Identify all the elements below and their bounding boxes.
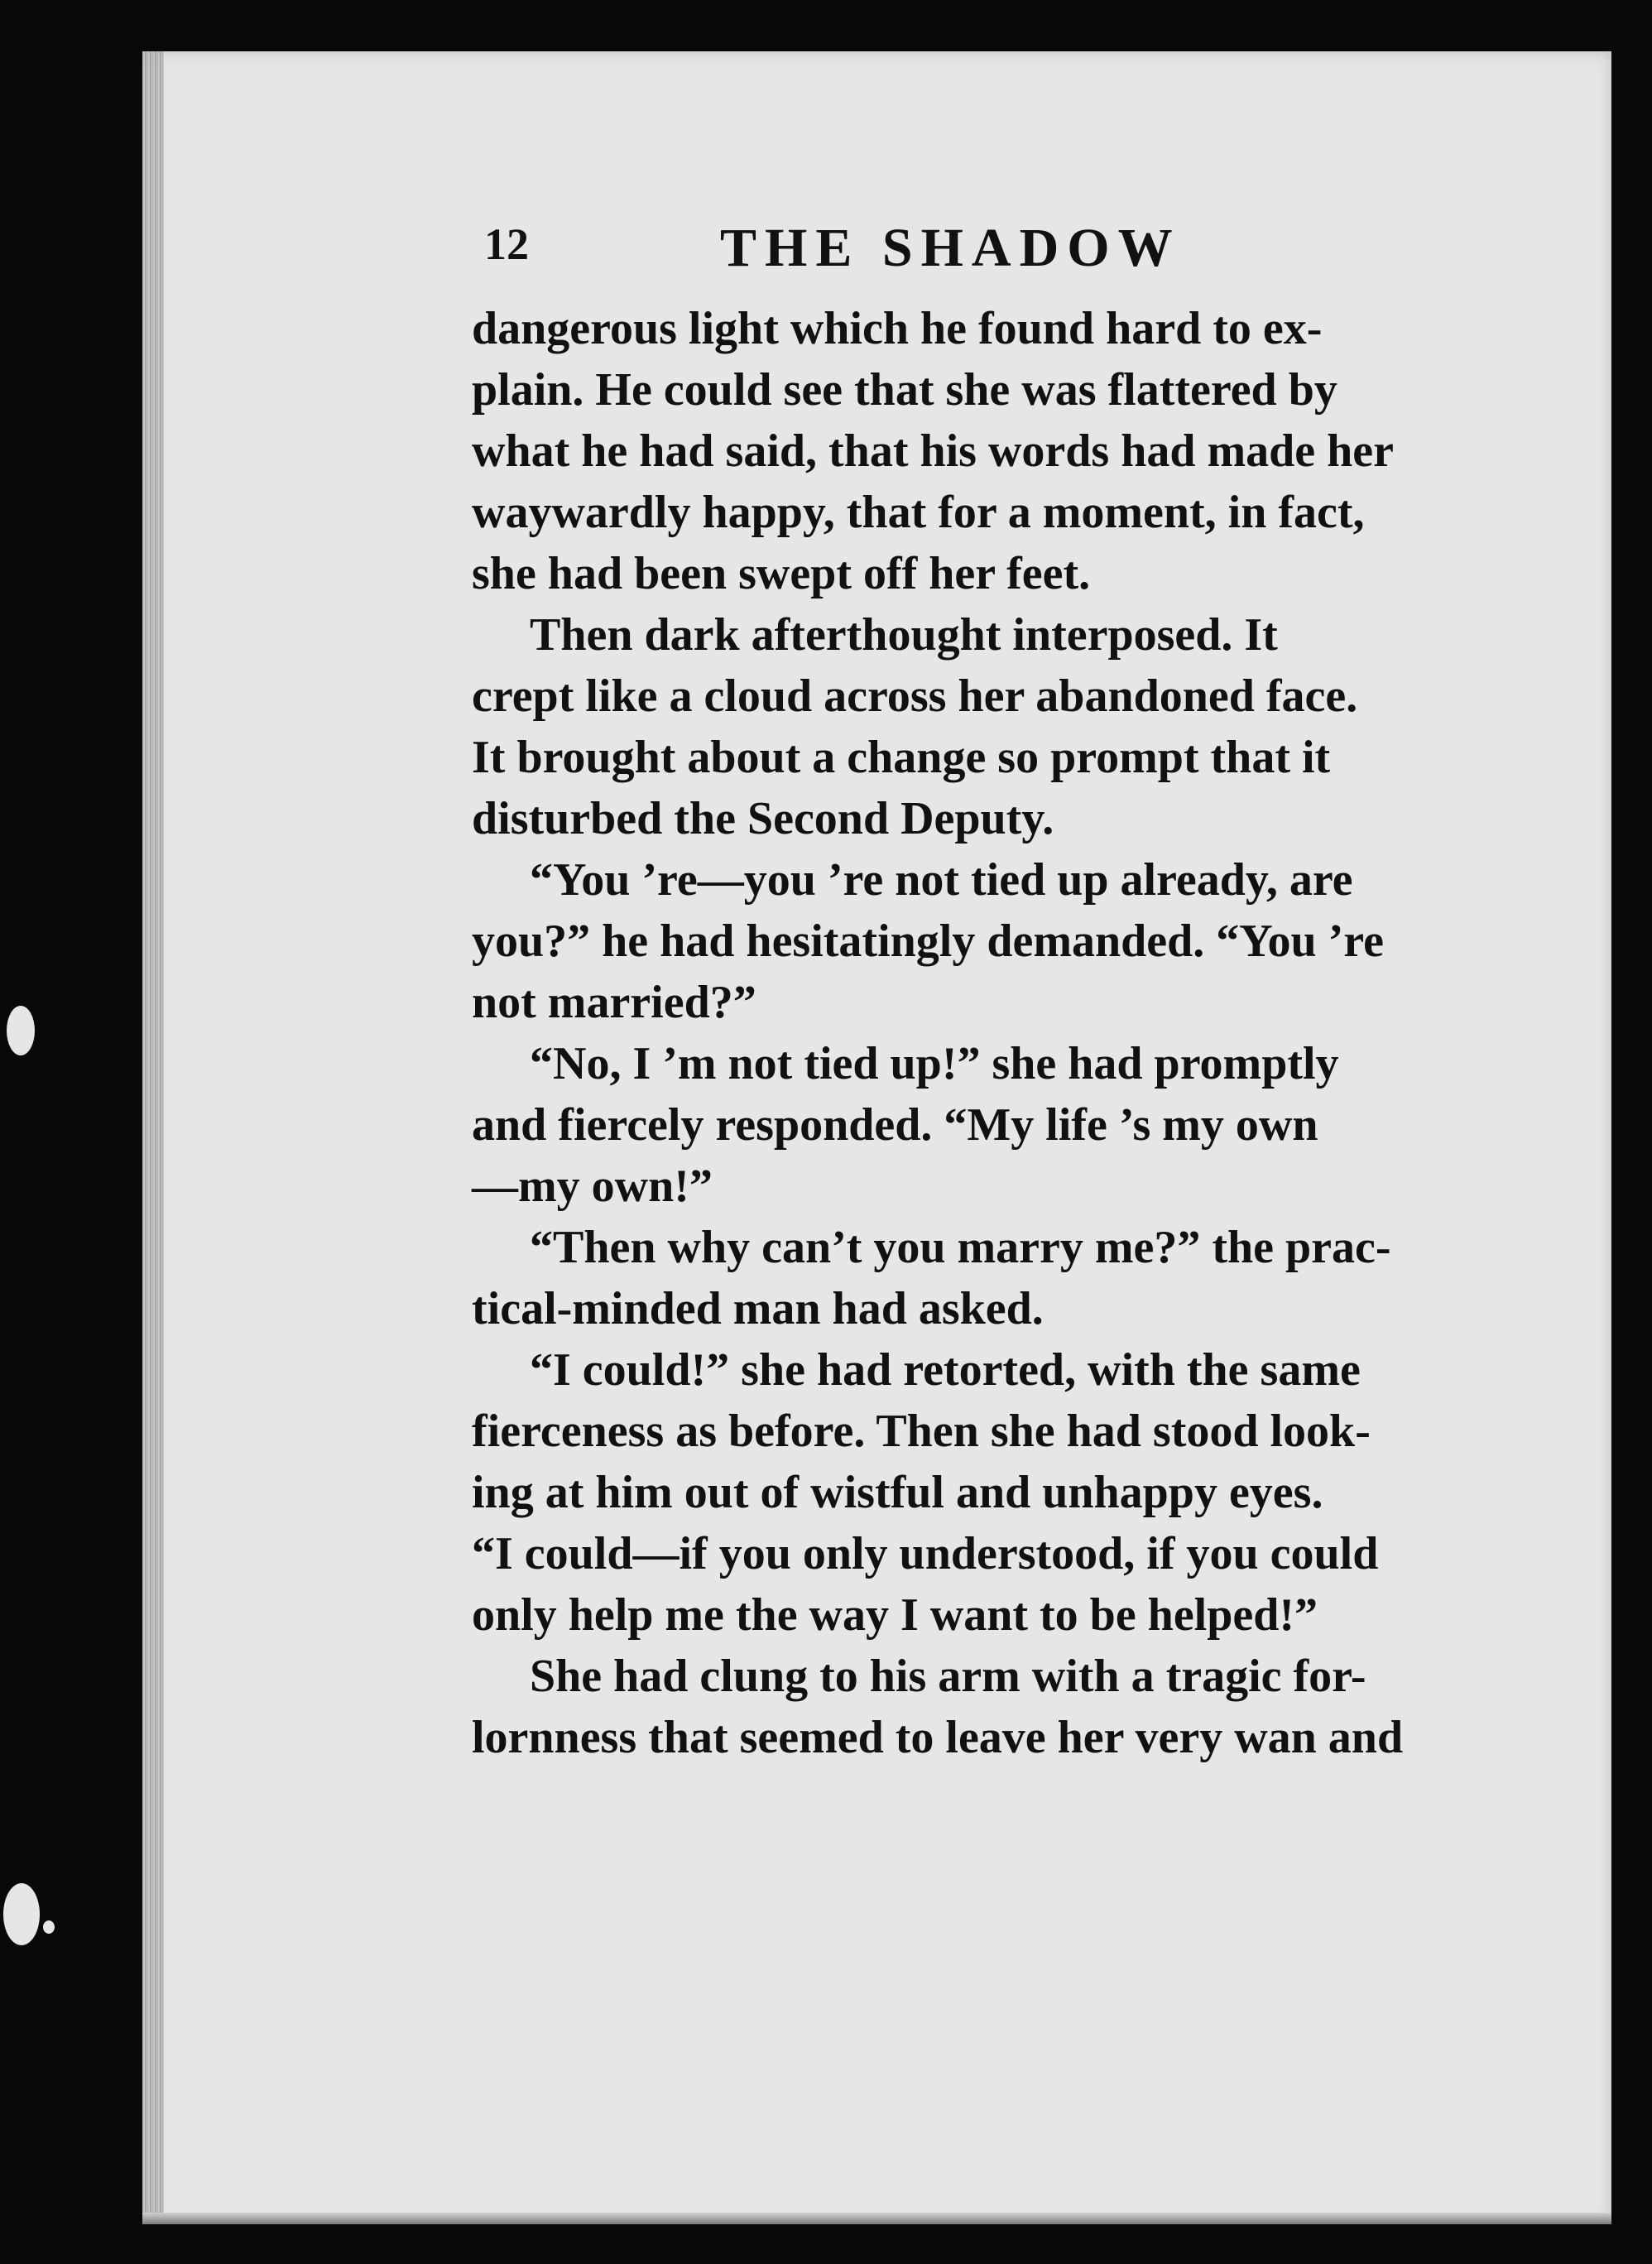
page-bottom-edge: [142, 2213, 1611, 2224]
text-line: you?” he had hesitatingly demanded. “You ’re: [472, 916, 1385, 967]
text-line: tical-minded man had asked.: [472, 1283, 1044, 1334]
text-line: “I could!” she had retorted, with the same: [530, 1344, 1361, 1396]
text-line: not married?”: [472, 977, 756, 1028]
text-line: —my own!”: [472, 1161, 713, 1212]
text-line: crept like a cloud across her abandoned face.: [472, 671, 1358, 722]
text-line: “No, I ’m not tied up!” she had promptly: [530, 1038, 1339, 1089]
body-text: [472, 298, 1448, 1768]
text-line: “I could—if you only understood, if you could: [472, 1528, 1379, 1579]
text-line: ing at him out of wistful and unhappy eyes.: [472, 1467, 1323, 1518]
text-line: plain. He could see that she was flattered by: [472, 364, 1337, 416]
text-line: what he had said, that his words had made her: [472, 425, 1394, 477]
text-line: “You ’re—you ’re not tied up already, are: [530, 854, 1353, 906]
text-line: disturbed the Second Deputy.: [472, 793, 1054, 844]
running-title: THE SHADOW: [720, 218, 1181, 278]
page-edge: [142, 51, 164, 2224]
scan-speck: [7, 1006, 35, 1055]
scan-speck: [3, 1883, 40, 1945]
text-line: and fiercely responded. “My life ’s my own: [472, 1099, 1318, 1151]
text-line: She had clung to his arm with a tragic for-: [530, 1651, 1366, 1702]
text-line: fierceness as before. Then she had stood look-: [472, 1406, 1371, 1457]
text-line: Then dark afterthought interposed. It: [530, 609, 1278, 661]
text-line: waywardly happy, that for a moment, in fact,: [472, 487, 1365, 538]
text-line: It brought about a change so prompt that it: [472, 732, 1331, 783]
text-line: only help me the way I want to be helped!”: [472, 1589, 1318, 1641]
text-line: dangerous light which he found hard to ex-: [472, 303, 1323, 354]
text-line: “Then why can’t you marry me?” the prac-: [530, 1222, 1391, 1273]
page-number: 12: [484, 219, 529, 269]
scan-speck: [43, 1920, 55, 1934]
page-header: [484, 217, 1461, 283]
text-line: she had been swept off her feet.: [472, 548, 1091, 599]
text-line: lornness that seemed to leave her very wan and: [472, 1712, 1404, 1763]
